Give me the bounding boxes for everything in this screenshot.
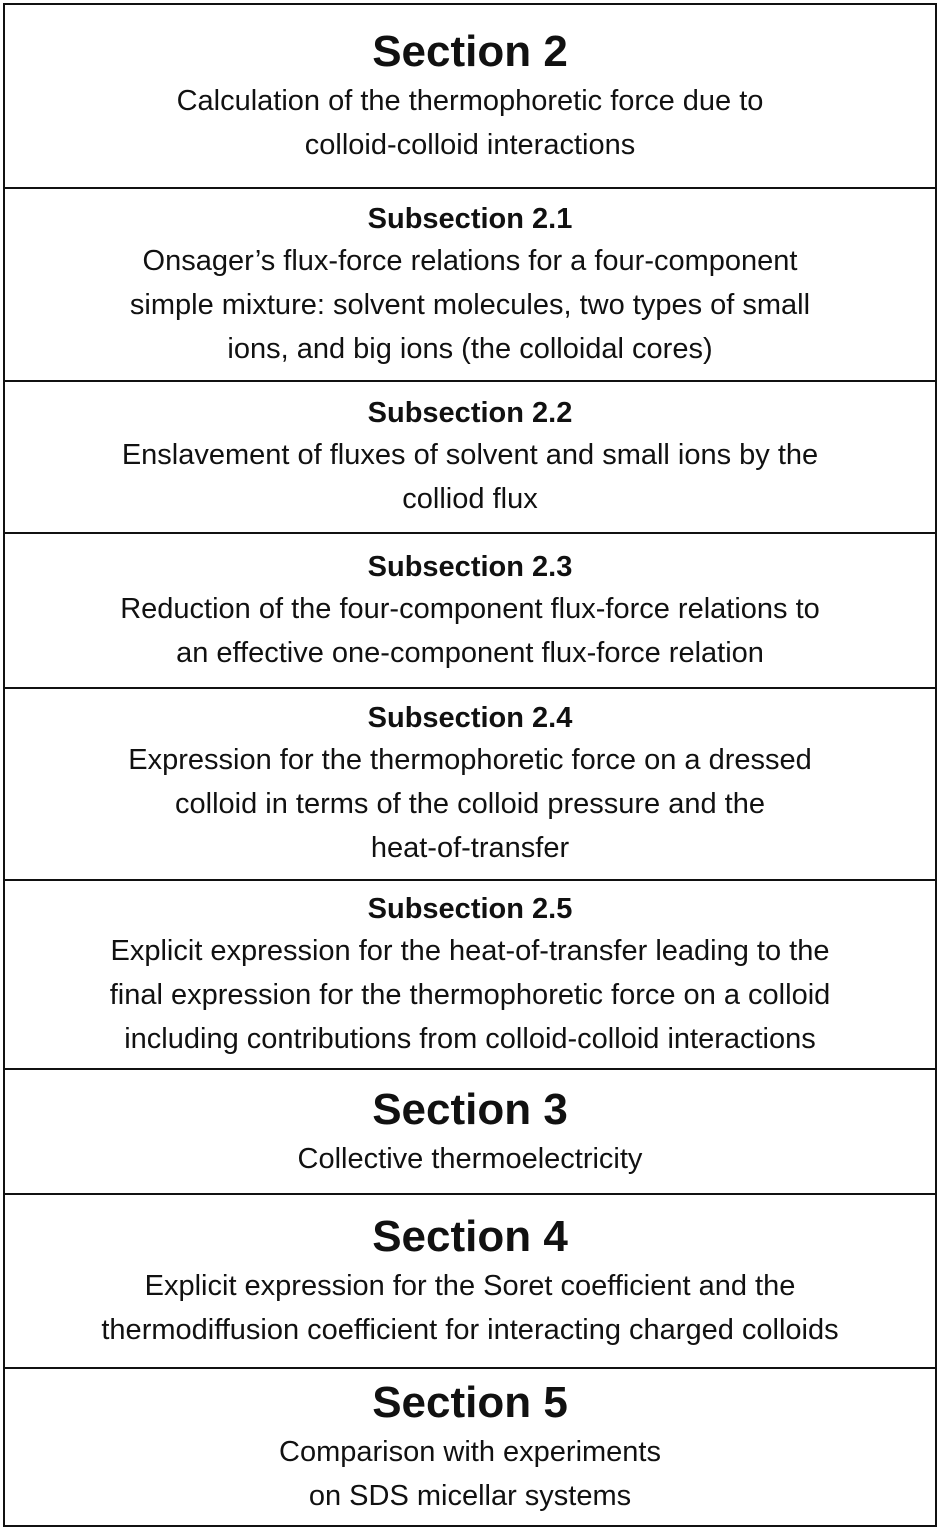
box-description-line: Comparison with experiments <box>279 1436 661 1468</box>
box-description-line: Collective thermoelectricity <box>297 1142 643 1175</box>
outline-frame <box>3 3 937 1527</box>
box-subsection-2-3 <box>5 532 935 687</box>
box-description-line: Enslavement of fluxes of solvent and small ions by the <box>121 439 819 471</box>
box-title: Section 4 <box>372 1212 568 1261</box>
box-description-line: Onsager’s flux-force relations for a four-component <box>142 244 798 277</box>
box-description-line: colliod flux <box>402 483 538 515</box>
box-description-line: final expression for the thermophoretic force on a colloid <box>109 978 831 1011</box>
box-description-line: heat-of-transfer <box>370 832 570 864</box>
box-description-line: simple mixture: solvent molecules, two types of small <box>129 288 811 321</box>
box-section-5 <box>5 1367 935 1525</box>
box-description-line: Calculation of the thermophoretic force due to <box>176 85 764 117</box>
box-title: Subsection 2.4 <box>367 702 573 734</box>
box-section-4 <box>5 1193 935 1367</box>
box-description-line: including contributions from colloid-colloid interactions <box>124 1022 816 1055</box>
box-subsection-2-2 <box>5 380 935 532</box>
box-description-line: Explicit expression for the Soret coefficient and the <box>144 1270 796 1302</box>
box-description-line: thermodiffusion coefficient for interacting charged colloids <box>101 1314 839 1346</box>
box-description-line: Explicit expression for the heat-of-transfer leading to the <box>110 934 830 967</box>
box-title: Subsection 2.5 <box>367 892 573 925</box>
box-title: Section 3 <box>372 1084 568 1134</box>
box-subsection-2-4 <box>5 687 935 879</box>
box-section-2 <box>5 5 935 187</box>
box-description-line: colloid in terms of the colloid pressure and the <box>175 788 765 820</box>
box-section-3 <box>5 1068 935 1193</box>
box-description-line: ions, and big ions (the colloidal cores) <box>227 332 713 365</box>
box-description-line: Expression for the thermophoretic force on a dressed <box>128 744 812 776</box>
box-title: Subsection 2.1 <box>367 202 573 235</box>
box-subsection-2-1 <box>5 187 935 380</box>
box-description-line: an effective one-component flux-force relation <box>176 636 764 669</box>
box-subsection-2-5 <box>5 879 935 1068</box>
box-title: Subsection 2.3 <box>367 550 573 583</box>
box-description-line: colloid-colloid interactions <box>304 129 636 161</box>
box-title: Section 2 <box>372 27 568 76</box>
box-description-line: Reduction of the four-component flux-force relations to <box>120 592 820 625</box>
box-title: Subsection 2.2 <box>367 397 573 429</box>
box-description-line: on SDS micellar systems <box>308 1480 632 1512</box>
box-title: Section 5 <box>372 1378 568 1427</box>
